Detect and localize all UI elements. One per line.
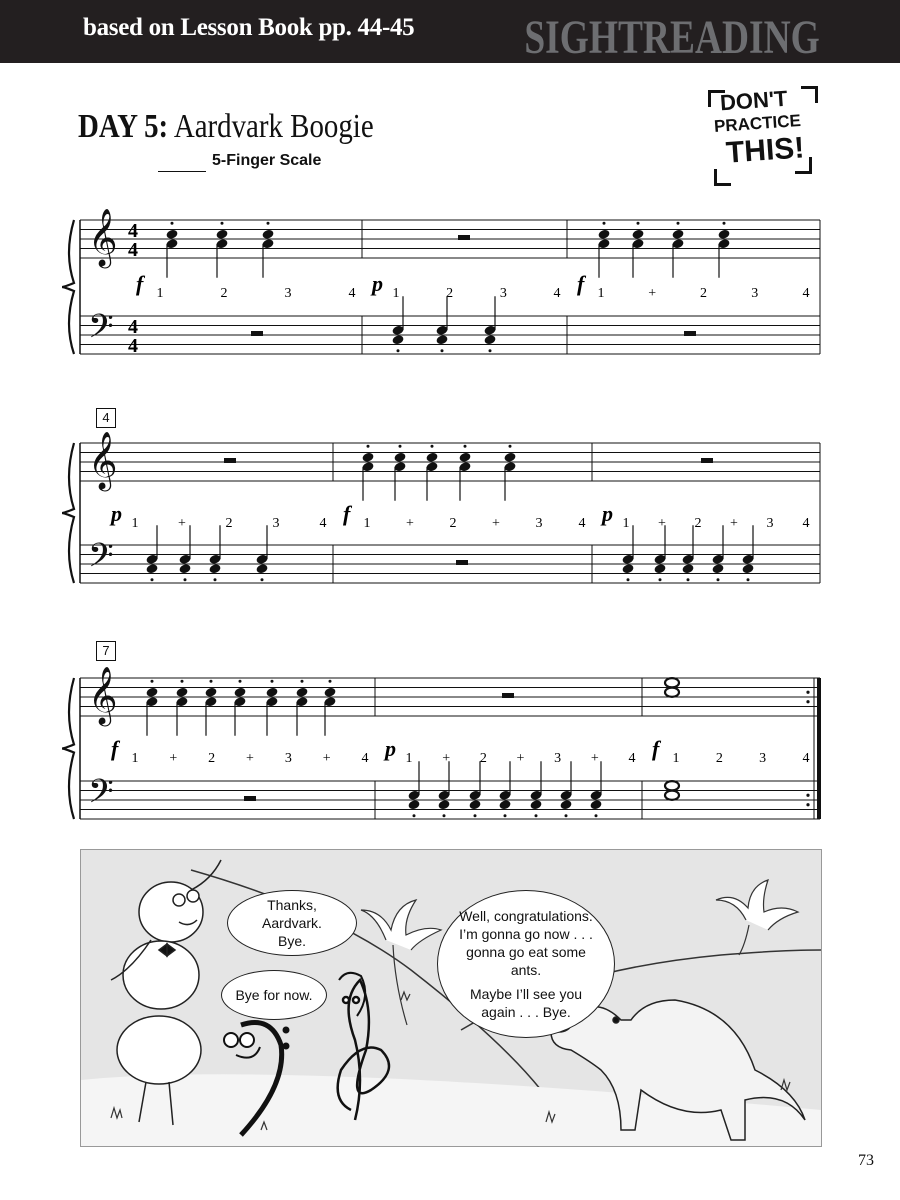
staccato-dot [413, 814, 416, 817]
count-label: 3 [499, 286, 507, 301]
bubble-text: Thanks, Aardvark. Bye. [262, 897, 322, 949]
note-head [741, 563, 754, 574]
note-head [559, 799, 572, 810]
dynamic-marking: p [111, 501, 122, 526]
treble-clef: 𝄞 [88, 208, 118, 266]
dynamic-marking: f [577, 271, 585, 296]
staccato-dot [221, 222, 224, 225]
staccato-dot [464, 445, 467, 448]
whole-rest [701, 458, 713, 463]
whole-rest [684, 331, 696, 336]
note-head [468, 799, 481, 810]
scale-label: 5-Finger Scale [212, 152, 322, 169]
bubble-text: Bye for now. [235, 987, 313, 1003]
section-tag: SIGHTREADING [524, 11, 820, 64]
count-label: + [730, 516, 738, 531]
note-head [435, 334, 448, 345]
note-head [425, 452, 438, 463]
count-label: 2 [694, 516, 702, 531]
staccato-dot [267, 222, 270, 225]
staccato-dot [181, 680, 184, 683]
speech-bubble-thanks [227, 890, 357, 956]
count-label: 1 [672, 751, 680, 766]
count-label: 1 [156, 286, 164, 301]
note-head [483, 334, 496, 345]
count-label: 4 [553, 286, 561, 301]
bass-clef: 𝄢 [88, 773, 114, 819]
staccato-dot [659, 578, 662, 581]
day-label: DAY 5: [78, 108, 169, 145]
count-label: + [516, 751, 525, 766]
staccato-dot [184, 578, 187, 581]
note-head [261, 229, 274, 240]
staccato-dot [595, 814, 598, 817]
staccato-dot [637, 222, 640, 225]
repeat-dot [806, 691, 809, 694]
staccato-dot [717, 578, 720, 581]
count-label: 4 [802, 751, 810, 766]
staccato-dot [171, 222, 174, 225]
note-head [458, 452, 471, 463]
note-head [215, 229, 228, 240]
note-head [621, 563, 634, 574]
count-label: 4 [802, 516, 810, 531]
staccato-dot [687, 578, 690, 581]
note-head [437, 799, 450, 810]
staccato-dot [210, 680, 213, 683]
staccato-dot [603, 222, 606, 225]
count-label: 1 [363, 516, 371, 531]
repeat-dot [806, 700, 809, 703]
bass-clef: 𝄢 [88, 308, 114, 354]
score-group [62, 208, 820, 819]
speech-bubble-bye [221, 970, 327, 1020]
count-label: 2 [449, 516, 457, 531]
time-signature-denominator: 4 [128, 335, 138, 357]
staccato-dot [397, 349, 400, 352]
note-head [711, 563, 724, 574]
note-head [361, 452, 374, 463]
staccato-dot [214, 578, 217, 581]
staccato-dot [151, 680, 154, 683]
count-label: 4 [348, 286, 356, 301]
count-label: 3 [535, 516, 543, 531]
whole-note [665, 688, 679, 697]
measure-number: 4 [96, 408, 116, 428]
song-title: Aardvark Boogie [173, 108, 374, 145]
count-label: 2 [225, 516, 233, 531]
note-head [597, 229, 610, 240]
count-label: + [648, 286, 657, 301]
staccato-dot [399, 445, 402, 448]
staccato-dot [443, 814, 446, 817]
count-label: + [658, 516, 666, 531]
whole-rest [456, 560, 468, 565]
count-label: 3 [751, 286, 759, 301]
count-label: + [178, 516, 186, 531]
note-head [717, 229, 730, 240]
note-head [208, 563, 221, 574]
brace [62, 678, 74, 819]
staccato-dot [431, 445, 434, 448]
whole-note [665, 781, 679, 790]
count-label: 1 [131, 516, 139, 531]
note-head [204, 687, 217, 698]
time-signature-numerator: 4 [128, 220, 138, 242]
count-label: 2 [715, 751, 723, 766]
treble-clef: 𝄞 [88, 666, 118, 724]
staccato-dot [509, 445, 512, 448]
note-head [393, 452, 406, 463]
count-label: 3 [284, 286, 292, 301]
staccato-dot [489, 349, 492, 352]
staccato-dot [151, 578, 154, 581]
note-head [145, 563, 158, 574]
whole-rest [502, 693, 514, 698]
dynamic-marking: f [343, 501, 351, 526]
stamp-line-2: PRACTICE [713, 110, 802, 137]
count-label: 3 [284, 751, 292, 766]
count-label: + [169, 751, 178, 766]
whole-rest [244, 796, 256, 801]
note-head [265, 687, 278, 698]
count-label: 4 [361, 751, 369, 766]
staccato-dot [301, 680, 304, 683]
note-head [671, 229, 684, 240]
staccato-dot [261, 578, 264, 581]
count-label: 3 [759, 751, 767, 766]
count-label: + [492, 516, 500, 531]
palm-tree [716, 880, 798, 955]
note-head [175, 687, 188, 698]
brace [62, 443, 74, 583]
note-head [233, 687, 246, 698]
lesson-reference: based on Lesson Book pp. 44-45 [83, 14, 415, 41]
dynamic-marking: f [111, 736, 119, 761]
staccato-dot [723, 222, 726, 225]
whole-rest [224, 458, 236, 463]
count-label: 4 [578, 516, 586, 531]
note-head [589, 799, 602, 810]
note-head [631, 229, 644, 240]
staccato-dot [271, 680, 274, 683]
treble-clef: 𝄞 [88, 431, 118, 489]
count-label: 2 [700, 286, 707, 301]
count-label: + [246, 751, 254, 766]
note-head [295, 687, 308, 698]
note-head [178, 563, 191, 574]
count-label: 1 [597, 286, 605, 301]
count-label: 3 [766, 516, 774, 531]
staccato-dot [504, 814, 507, 817]
count-label: + [322, 751, 331, 766]
whole-note [665, 678, 679, 687]
note-head [165, 229, 178, 240]
note-head [498, 799, 511, 810]
count-label: 2 [208, 751, 216, 766]
dynamic-marking: p [602, 501, 613, 526]
count-label: 4 [802, 286, 810, 301]
repeat-dot [806, 803, 809, 806]
whole-rest [458, 235, 470, 240]
count-label: + [406, 516, 414, 531]
count-label: 3 [554, 751, 562, 766]
staccato-dot [367, 445, 370, 448]
note-head [407, 799, 420, 810]
bubble-text: Maybe I’ll see you again . . . Bye. [469, 986, 583, 1020]
staccato-dot [677, 222, 680, 225]
note-head [681, 563, 694, 574]
dynamic-marking: p [385, 736, 396, 761]
count-label: 3 [272, 516, 280, 531]
dynamic-marking: p [372, 271, 383, 296]
stamp-line-3: THIS! [724, 131, 806, 170]
count-label: 2 [220, 286, 228, 301]
note-head [529, 799, 542, 810]
time-signature-denominator: 4 [128, 239, 138, 261]
bubble-text: Well, congratulations. I’m gonna go now . . . gonna go eat some ants. [459, 908, 593, 978]
stamp-line-1: DON'T [719, 85, 789, 116]
staccato-dot [747, 578, 750, 581]
count-label: 1 [405, 751, 413, 766]
comic-panel [80, 849, 822, 1147]
measure-number: 7 [96, 641, 116, 661]
count-label: 2 [479, 751, 487, 766]
count-label: + [442, 751, 451, 766]
count-label: 1 [392, 286, 400, 301]
staccato-dot [565, 814, 568, 817]
note-head [653, 563, 666, 574]
note-head [391, 334, 404, 345]
count-label: 1 [622, 516, 630, 531]
count-label: + [590, 751, 599, 766]
count-label: 4 [319, 516, 327, 531]
dynamic-marking: f [652, 736, 660, 761]
note-head [503, 452, 516, 463]
time-signature-numerator: 4 [128, 316, 138, 338]
count-label: 1 [131, 751, 139, 766]
staccato-dot [627, 578, 630, 581]
repeat-dot [806, 794, 809, 797]
staccato-dot [474, 814, 477, 817]
count-label: 4 [628, 751, 636, 766]
whole-rest [251, 331, 263, 336]
note-head [255, 563, 268, 574]
staccato-dot [329, 680, 332, 683]
page-number: 73 [858, 1152, 874, 1169]
brace [62, 220, 74, 354]
staccato-dot [535, 814, 538, 817]
note-head [145, 687, 158, 698]
dynamic-marking: f [136, 271, 144, 296]
count-label: 2 [446, 286, 454, 301]
bass-clef: 𝄢 [88, 537, 114, 583]
speech-bubble-aardvark [437, 890, 615, 1038]
staccato-dot [239, 680, 242, 683]
staccato-dot [441, 349, 444, 352]
whole-note [665, 791, 679, 800]
note-head [323, 687, 336, 698]
